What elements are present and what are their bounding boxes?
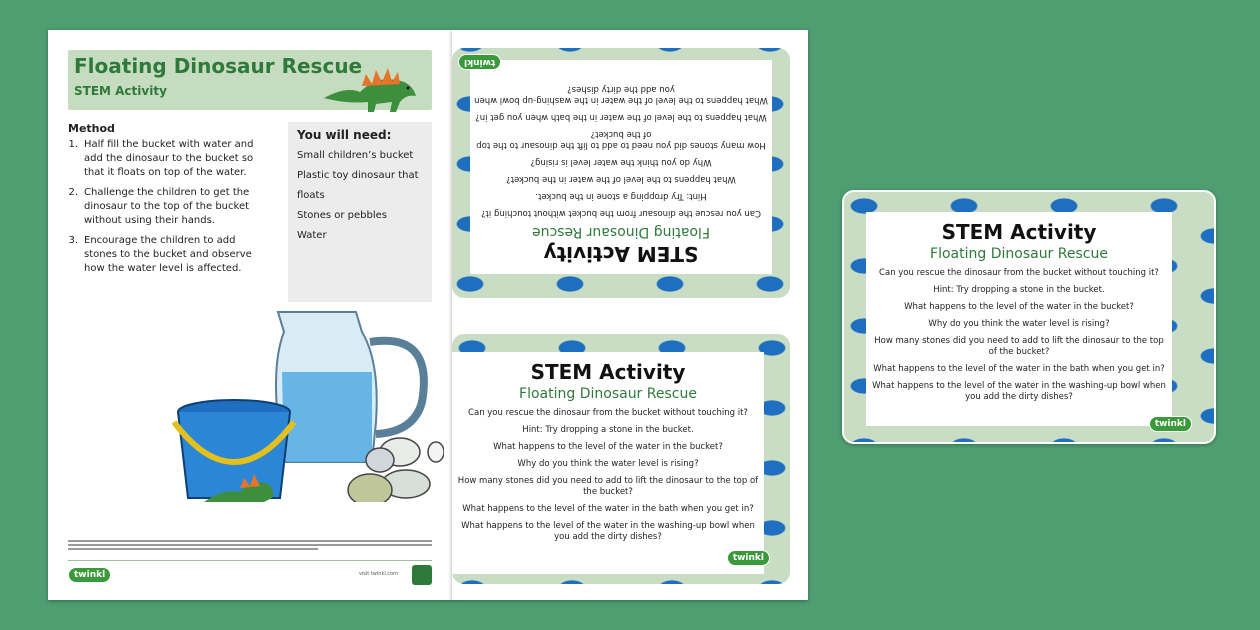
dinosaur-icon <box>316 56 424 114</box>
needs-heading: You will need: <box>297 128 392 142</box>
card-content <box>866 212 1172 426</box>
needs-item: Small children’s bucket <box>297 150 414 161</box>
twinkl-logo-icon: twinkl <box>1149 416 1192 432</box>
method-steps <box>68 138 268 276</box>
card-question: Why do you think the water level is rising? <box>530 157 712 167</box>
card-question: What happens to the level of the water in the bucket? <box>493 442 723 452</box>
step-text: Encourage the children to add stones to the bucket and observe how the water level is affected. <box>84 235 252 274</box>
card-title: STEM Activity <box>543 242 699 266</box>
card-question: What happens to the level of the water in the washing-up bowl when you add the dirty dishes? <box>872 381 1166 402</box>
worksheet-header <box>68 50 432 110</box>
twinkl-logo-icon: twinkl <box>727 550 770 566</box>
bucket-icon <box>174 400 294 498</box>
card-question: Hint: Try dropping a stone in the bucket. <box>535 191 707 201</box>
card-title: STEM Activity <box>530 360 686 384</box>
step-number: 1. <box>68 139 78 150</box>
needs-item: Water <box>297 230 327 241</box>
cards-page <box>452 30 808 600</box>
card-content <box>452 352 764 574</box>
method-step <box>68 234 268 276</box>
worksheet-page <box>48 30 452 600</box>
card-question: Why do you think the water level is rising? <box>928 319 1110 329</box>
card-question: Can you rescue the dinosaur from the bucket without touching it? <box>468 408 748 418</box>
method-step <box>68 186 268 228</box>
card-question: Can you rescue the dinosaur from the bucket without touching it? <box>879 268 1159 278</box>
card-question: What happens to the level of the water in the washing-up bowl when you add the dirty dishes? <box>474 84 768 105</box>
card-question: What happens to the level of the water in the bucket? <box>904 302 1134 312</box>
activity-card-upside-down <box>452 48 790 298</box>
method-step <box>68 138 268 180</box>
footer-url: visit twinkl.com <box>358 571 398 577</box>
step-text: Challenge the children to get the dinosaur to the top of the bucket without using their hands. <box>84 187 250 226</box>
worksheet-footer <box>68 560 432 586</box>
worksheet-title: Floating Dinosaur Rescue <box>74 54 363 78</box>
step-number: 3. <box>68 235 78 246</box>
card-question: What happens to the level of the water in the bath when you get in? <box>462 504 754 514</box>
card-question: What happens to the level of the water in the washing-up bowl when you add the dirty dishes? <box>461 521 755 542</box>
card-subtitle: Floating Dinosaur Rescue <box>519 386 697 402</box>
disclaimer-text-lines <box>68 538 432 552</box>
card-question: Why do you think the water level is rising? <box>517 459 699 469</box>
you-will-need-box <box>288 122 432 302</box>
card-title: STEM Activity <box>941 220 1097 244</box>
card-question: What happens to the level of the water in the bath when you get in? <box>873 364 1165 374</box>
activity-illustration <box>144 302 444 502</box>
card-question: What happens to the level of the water in the bucket? <box>506 174 736 184</box>
card-content <box>470 60 772 274</box>
card-question: Hint: Try dropping a stone in the bucket. <box>933 285 1105 295</box>
activity-card-preview <box>842 190 1216 444</box>
card-question: How many stones did you need to add to lift the dinosaur to the top of the bucket? <box>874 336 1164 357</box>
card-question: What happens to the level of the water in the bath when you get in? <box>475 112 767 122</box>
step-number: 2. <box>68 187 78 198</box>
needs-item: Stones or pebbles <box>297 210 388 221</box>
card-question: How many stones did you need to add to lift the dinosaur to the top of the bucket? <box>476 129 766 150</box>
activity-card <box>452 334 790 584</box>
twinkl-logo-icon: twinkl <box>458 54 501 70</box>
card-question: Hint: Try dropping a stone in the bucket. <box>522 425 694 435</box>
twinkl-logo-icon: twinkl <box>68 567 111 583</box>
crest-icon <box>412 565 432 585</box>
needs-item: Plastic toy dinosaur that floats <box>297 170 419 201</box>
card-question: How many stones did you need to add to lift the dinosaur to the top of the bucket? <box>457 476 759 497</box>
step-text: Half fill the bucket with water and add the dinosaur to the bucket so that it floats on top of the water. <box>84 139 254 178</box>
method-section <box>68 122 268 282</box>
card-subtitle: Floating Dinosaur Rescue <box>930 246 1108 262</box>
worksheet-subtitle: STEM Activity <box>74 84 167 98</box>
card-subtitle: Floating Dinosaur Rescue <box>532 224 710 240</box>
card-question: Can you rescue the dinosaur from the bucket without touching it? <box>481 208 761 218</box>
method-heading: Method <box>68 122 115 135</box>
